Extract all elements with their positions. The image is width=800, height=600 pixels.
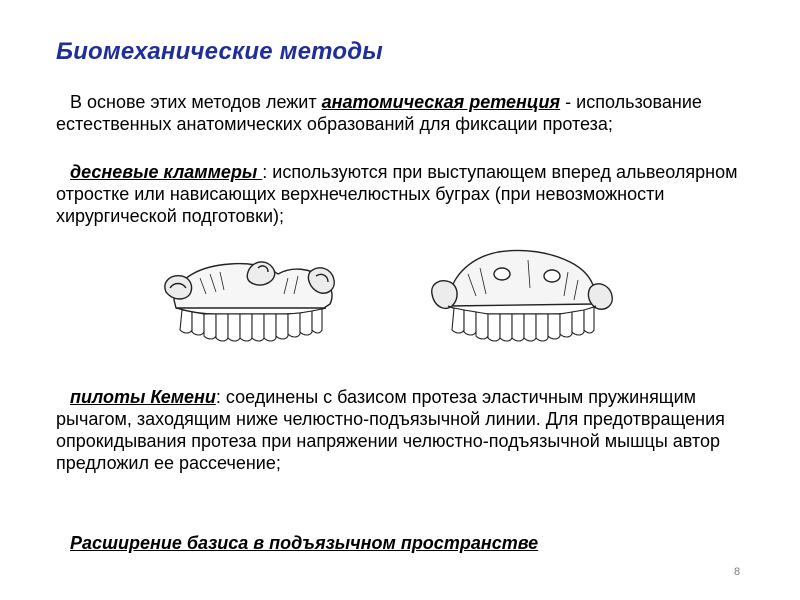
page-number: 8 <box>734 566 741 578</box>
paragraph-body-text: - использование естественных анатомических образований для фиксации протеза; <box>56 92 702 134</box>
term-anatomical-retention: анатомическая ретенция <box>321 92 561 112</box>
paragraph-base-extension <box>56 532 756 554</box>
term-base-extension: Расширение базиса в подъязычном пространстве <box>70 533 539 553</box>
paragraph-body-text: : используются при выступающем вперед альвеолярном отростке или нависающих верхнечелюстных буграх (при невозможности хирургической подготовки); <box>56 162 738 226</box>
term-gingival-clasps: десневые кламмеры <box>70 162 263 182</box>
paragraph-anatomical-retention <box>56 91 756 135</box>
denture-with-kemeny-pilots-icon <box>428 244 614 348</box>
paragraph-lead-text: В основе этих методов лежит <box>70 92 322 112</box>
term-kemeny-pilots: пилоты Кемени <box>70 387 216 407</box>
paragraph-kemeny-pilots <box>56 386 756 474</box>
slide-title: Биомеханические методы <box>56 38 383 65</box>
paragraph-body-text: : соединены с базисом протеза эластичным пружинящим рычагом, заходящим ниже челюстно-подъязычной линии. Для предотвращения опрокидывания протеза при напряжении челюстно-подъязычной мышцы автор предложил ее рассечение; <box>56 387 725 473</box>
paragraph-gingival-clasps <box>56 161 756 227</box>
denture-with-gingival-clasps-icon <box>160 248 340 344</box>
